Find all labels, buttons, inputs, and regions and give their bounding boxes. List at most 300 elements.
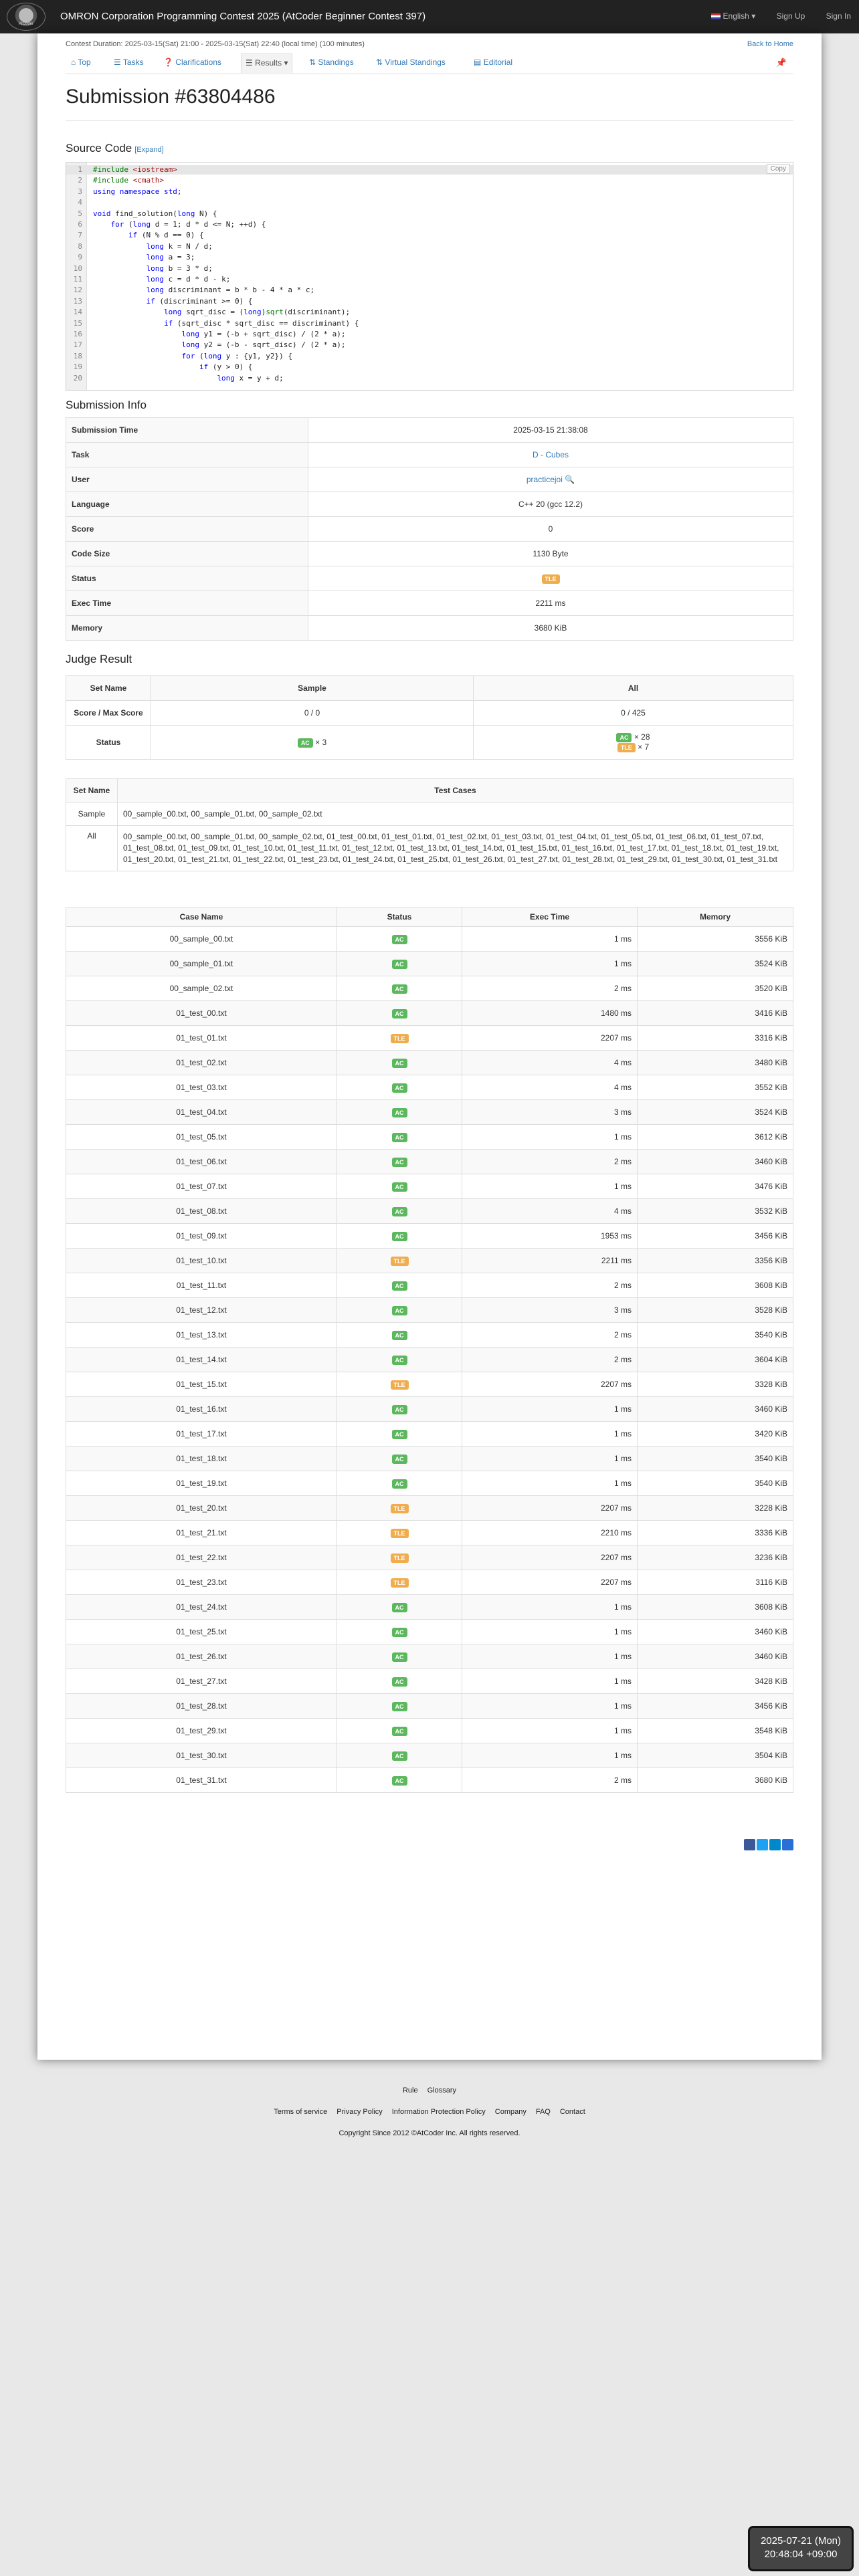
status-badge: TLE [391, 1504, 409, 1513]
case-exec-time: 1 ms [462, 1595, 638, 1620]
atcoder-logo[interactable] [7, 3, 45, 31]
case-status [337, 1545, 462, 1570]
score-row [66, 701, 793, 726]
tab-clarifications[interactable] [163, 58, 221, 67]
info-key: Code Size [66, 542, 308, 566]
all-set-row [66, 826, 793, 871]
tab-tasks-label: Tasks [122, 58, 144, 67]
case-memory: 3460 KiB [638, 1620, 793, 1644]
footer-link[interactable]: Contact [559, 2108, 585, 2116]
case-status [337, 1298, 462, 1323]
status-badge: AC [392, 1405, 407, 1414]
case-status [337, 1719, 462, 1743]
tab-top-label: Top [78, 58, 91, 67]
tab-editorial-label: Editorial [483, 58, 513, 67]
case-name: 01_test_24.txt [66, 1595, 337, 1620]
table-row [66, 1743, 793, 1768]
info-row [66, 542, 793, 566]
case-exec-time: 2211 ms [462, 1249, 638, 1273]
footer-links-secondary [0, 2108, 859, 2116]
case-memory: 3480 KiB [638, 1051, 793, 1075]
all-score: 0 / 425 [474, 701, 793, 726]
info-value: 3680 KiB [308, 616, 793, 641]
clock-time: 20:48:04 +09:00 [764, 2549, 838, 2560]
case-status [337, 1595, 462, 1620]
case-exec-time: 1 ms [462, 1669, 638, 1694]
info-value [308, 443, 793, 467]
case-status [337, 1644, 462, 1669]
clock-widget [748, 2526, 854, 2571]
case-name: 01_test_13.txt [66, 1323, 337, 1348]
table-row [66, 952, 793, 976]
code-text: long x = y + d; [217, 373, 284, 383]
case-exec-time: 2207 ms [462, 1372, 638, 1397]
line-number: 6 [78, 220, 82, 229]
case-memory: 3608 KiB [638, 1273, 793, 1298]
col-sample: Sample [151, 676, 474, 701]
tab-results[interactable]: ☰ Results ▾ [241, 53, 292, 73]
status-badge: TLE [391, 1529, 409, 1538]
table-row [66, 1323, 793, 1348]
case-memory: 3552 KiB [638, 1075, 793, 1100]
code-text: #include <iostream> [93, 165, 177, 174]
case-exec-time: 2 ms [462, 1273, 638, 1298]
case-name: 01_test_17.txt [66, 1422, 337, 1446]
case-memory: 3504 KiB [638, 1743, 793, 1768]
code-text: for (long d = 1; d * d <= N; ++d) { [110, 220, 266, 229]
sample-set-row [66, 802, 793, 826]
all-set-cases: 00_sample_00.txt, 00_sample_01.txt, 00_sample_02.txt, 01_test_00.txt, 01_test_01.txt, 01_test_02.txt, 01_test_03.txt, 01_test_04.txt, 01_test_05.txt, 01_test_06.txt, 01_test_07.txt, 01_test_08.txt, 01_test_09.txt, 01_test_10.txt, 01_test_11.txt, 01_test_12.txt, 01_test_13.txt, 01_test_14.txt, 01_test_15.txt, 01_test_16.txt, 01_test_17.txt, 01_test_18.txt, 01_test_19.txt, 01_test_20.txt, 01_test_21.txt, 01_test_22.txt, 01_test_23.txt, 01_test_24.txt, 01_test_25.txt, 01_test_26.txt, 01_test_27.txt, 01_test_28.txt, 01_test_29.txt, 01_test_30.txt, 01_test_31.txt [118, 826, 793, 871]
status-badge: AC [392, 960, 407, 969]
case-name: 01_test_26.txt [66, 1644, 337, 1669]
share-buttons [743, 1839, 793, 1852]
sample-set-name: Sample [66, 802, 118, 826]
case-memory: 3336 KiB [638, 1521, 793, 1545]
case-exec-time: 2207 ms [462, 1545, 638, 1570]
case-status [337, 1669, 462, 1694]
table-row [66, 1150, 793, 1174]
case-memory: 3524 KiB [638, 952, 793, 976]
footer-link[interactable]: Glossary [427, 2086, 457, 2095]
list-icon: ☰ [114, 58, 121, 67]
case-exec-time: 2207 ms [462, 1570, 638, 1595]
table-row [66, 1100, 793, 1125]
case-exec-time: 1 ms [462, 1446, 638, 1471]
col-exec-time: Exec Time [462, 907, 638, 927]
case-name: 01_test_00.txt [66, 1001, 337, 1026]
table-row [66, 976, 793, 1001]
table-row [66, 1273, 793, 1298]
line-number: 9 [78, 253, 82, 262]
case-status [337, 1323, 462, 1348]
code-text: long discriminant = b * b - 4 * a * c; [146, 286, 315, 295]
case-name: 01_test_28.txt [66, 1694, 337, 1719]
footer [0, 2086, 859, 2137]
case-status [337, 1620, 462, 1644]
copyright-text: Copyright Since 2012 ©AtCoder Inc. All rights reserved. [339, 2129, 520, 2137]
logo-text: AtCoder [18, 22, 33, 26]
case-memory: 3608 KiB [638, 1595, 793, 1620]
status-badge: AC [392, 1207, 407, 1216]
case-name: 01_test_31.txt [66, 1768, 337, 1793]
clock-date: 2025-07-21 (Mon) [760, 2535, 842, 2547]
case-memory: 3556 KiB [638, 927, 793, 952]
case-memory: 3540 KiB [638, 1323, 793, 1348]
info-value: 2025-03-15 21:38:08 [308, 418, 793, 443]
judge-result-heading: Judge Result [66, 653, 132, 665]
case-memory: 3524 KiB [638, 1100, 793, 1125]
status-badge: AC [392, 935, 407, 944]
case-status [337, 1100, 462, 1125]
case-exec-time: 1 ms [462, 1719, 638, 1743]
code-text: long c = d * d - k; [146, 275, 231, 284]
case-status [337, 1372, 462, 1397]
case-name: 01_test_05.txt [66, 1125, 337, 1150]
pushpin-icon[interactable]: 📌 [775, 58, 787, 68]
code-text: if (discriminant >= 0) { [146, 296, 253, 306]
facebook-icon[interactable] [744, 1839, 755, 1850]
code-text: long y1 = (-b + sqrt_disc) / (2 * a); [181, 330, 346, 338]
status-badge: TLE [391, 1034, 409, 1043]
share-plus-icon[interactable] [782, 1839, 793, 1850]
footer-links-primary [0, 2086, 859, 2095]
tab-editorial[interactable] [474, 58, 512, 67]
case-status [337, 1001, 462, 1026]
score-label: Score / Max Score [66, 701, 151, 726]
case-exec-time: 1 ms [462, 1422, 638, 1446]
table-row [66, 1372, 793, 1397]
book-icon: ▤ [474, 58, 482, 67]
footer-link[interactable]: Company [494, 2108, 527, 2116]
case-name: 01_test_27.txt [66, 1669, 337, 1694]
case-exec-time: 3 ms [462, 1100, 638, 1125]
table-row [66, 1174, 793, 1199]
status-badge: AC [392, 1751, 407, 1761]
code-text: long y2 = (-b - sqrt_disc) / (2 * a); [181, 340, 346, 350]
case-name: 01_test_11.txt [66, 1273, 337, 1298]
tab-clarifications-label: Clarifications [175, 58, 221, 67]
status-badge: AC [392, 1232, 407, 1241]
expand-link[interactable]: [Expand] [134, 146, 164, 154]
language-dropdown[interactable]: English ▾ [711, 11, 756, 21]
case-exec-time: 2 ms [462, 1150, 638, 1174]
case-memory: 3460 KiB [638, 1150, 793, 1174]
code-text: void find_solution(long N) { [93, 209, 217, 218]
status-badge: TLE [391, 1257, 409, 1266]
info-row [66, 418, 793, 443]
line-number: 20 [73, 373, 82, 383]
line-number: 11 [73, 275, 82, 284]
info-value [308, 566, 793, 591]
line-number: 18 [73, 351, 82, 360]
case-status [337, 1446, 462, 1471]
status-badge: AC [392, 984, 407, 994]
status-badge: AC [392, 1603, 407, 1612]
line-number: 13 [73, 296, 82, 306]
info-row [66, 467, 793, 492]
case-exec-time: 1 ms [462, 927, 638, 952]
page-title: Submission #63804486 [66, 86, 276, 108]
case-memory: 3116 KiB [638, 1570, 793, 1595]
line-number: 3 [78, 187, 82, 196]
case-memory: 3416 KiB [638, 1001, 793, 1026]
table-row [66, 1026, 793, 1051]
info-key: User [66, 467, 308, 492]
case-name: 01_test_06.txt [66, 1150, 337, 1174]
tab-results-label: Results [255, 58, 282, 68]
table-row [66, 1051, 793, 1075]
all-ac-count: × 28 [634, 732, 650, 742]
case-exec-time: 2207 ms [462, 1496, 638, 1521]
case-exec-time: 2 ms [462, 1768, 638, 1793]
sign-in-link[interactable]: Sign In [826, 11, 851, 21]
case-exec-time: 1 ms [462, 1644, 638, 1669]
line-number: 15 [73, 318, 82, 328]
table-row [66, 1471, 793, 1496]
case-status [337, 1174, 462, 1199]
table-row [66, 1397, 793, 1422]
footer-link[interactable]: Rule [402, 2086, 418, 2095]
code-line [66, 165, 793, 175]
info-value [308, 467, 793, 492]
case-name: 01_test_21.txt [66, 1521, 337, 1545]
case-exec-time: 1 ms [462, 1125, 638, 1150]
list-icon: ☰ [246, 58, 253, 68]
case-exec-time: 2210 ms [462, 1521, 638, 1545]
case-memory: 3604 KiB [638, 1348, 793, 1372]
all-set-name: All [66, 826, 118, 871]
status-badge: AC [392, 1776, 407, 1786]
footer-link[interactable]: Information Protection Policy [391, 2108, 486, 2116]
submission-info-table [66, 417, 793, 641]
table-row [66, 1545, 793, 1570]
status-badge: AC [392, 1133, 407, 1142]
case-exec-time: 4 ms [462, 1075, 638, 1100]
case-memory: 3328 KiB [638, 1372, 793, 1397]
status-badge: AC [392, 1331, 407, 1340]
case-exec-time: 1480 ms [462, 1001, 638, 1026]
case-memory: 3356 KiB [638, 1249, 793, 1273]
case-name: 01_test_15.txt [66, 1372, 337, 1397]
status-badge: AC [392, 1182, 407, 1192]
footer-link[interactable]: Terms of service [274, 2108, 328, 2116]
case-status [337, 1224, 462, 1249]
status-badge: AC [392, 1009, 407, 1018]
footer-link[interactable]: FAQ [535, 2108, 551, 2116]
info-value: 1130 Byte [308, 542, 793, 566]
contest-title-link[interactable]: OMRON Corporation Programming Contest 2025 (AtCoder Beginner Contest 397) [60, 11, 426, 22]
case-name: 00_sample_01.txt [66, 952, 337, 976]
search-icon[interactable]: 🔍 [562, 475, 575, 484]
table-row [66, 1768, 793, 1793]
status-badge: AC [392, 1455, 407, 1464]
status-badge: AC [392, 1281, 407, 1291]
tab-top[interactable] [71, 58, 91, 67]
table-row [66, 1075, 793, 1100]
case-memory: 3236 KiB [638, 1545, 793, 1570]
case-memory: 3612 KiB [638, 1125, 793, 1150]
table-row [66, 1348, 793, 1372]
case-exec-time: 1953 ms [462, 1224, 638, 1249]
case-exec-time: 2 ms [462, 976, 638, 1001]
status-badge: AC [392, 1059, 407, 1068]
table-row [66, 1496, 793, 1521]
case-name: 01_test_20.txt [66, 1496, 337, 1521]
info-value: C++ 20 (gcc 12.2) [308, 492, 793, 517]
case-name: 01_test_12.txt [66, 1298, 337, 1323]
ac-badge: AC [298, 738, 313, 748]
tab-tasks[interactable] [114, 58, 144, 67]
ac-badge: AC [616, 733, 632, 742]
sort-icon: ⇅ [376, 58, 383, 67]
case-status [337, 1150, 462, 1174]
case-status [337, 1768, 462, 1793]
col-set-name: Set Name [66, 779, 118, 802]
status-badge: AC [392, 1306, 407, 1315]
table-row [66, 1298, 793, 1323]
line-number: 17 [73, 340, 82, 350]
tab-standings[interactable] [309, 58, 354, 67]
case-memory: 3520 KiB [638, 976, 793, 1001]
col-set-name: Set Name [66, 676, 151, 701]
sample-ac-count: × 3 [315, 737, 327, 747]
line-number: 14 [73, 308, 82, 317]
col-test-cases: Test Cases [118, 779, 793, 802]
case-memory: 3476 KiB [638, 1174, 793, 1199]
case-status [337, 1496, 462, 1521]
task-link[interactable]: D - Cubes [532, 450, 569, 459]
case-name: 01_test_02.txt [66, 1051, 337, 1075]
line-number: 2 [78, 176, 82, 185]
case-status [337, 1249, 462, 1273]
code-text: using namespace std; [93, 187, 182, 196]
case-name: 01_test_03.txt [66, 1075, 337, 1100]
case-name: 00_sample_02.txt [66, 976, 337, 1001]
case-status [337, 976, 462, 1001]
status-badge: AC [392, 1702, 407, 1711]
info-key: Score [66, 517, 308, 542]
twitter-icon[interactable] [757, 1839, 768, 1850]
case-memory: 3548 KiB [638, 1719, 793, 1743]
table-row [66, 927, 793, 952]
status-badge: AC [392, 1677, 407, 1687]
source-code-heading [66, 142, 164, 155]
telegram-icon[interactable] [769, 1839, 781, 1850]
status-badge: AC [392, 1628, 407, 1637]
case-name: 01_test_14.txt [66, 1348, 337, 1372]
case-status [337, 927, 462, 952]
contest-duration: Contest Duration: 2025-03-15(Sat) 21:00 - 2025-03-15(Sat) 22:40 (local time) (100 minutes) [66, 40, 365, 48]
case-status [337, 1397, 462, 1422]
info-value: 0 [308, 517, 793, 542]
sign-up-link[interactable]: Sign Up [776, 11, 805, 21]
case-name: 01_test_09.txt [66, 1224, 337, 1249]
case-exec-time: 1 ms [462, 1620, 638, 1644]
case-status [337, 1199, 462, 1224]
case-status [337, 952, 462, 976]
code-text: long a = 3; [146, 253, 195, 262]
case-status [337, 1694, 462, 1719]
sets-header-row [66, 779, 793, 802]
all-tle-count: × 7 [638, 742, 650, 752]
judge-header-row [66, 676, 793, 701]
case-name: 01_test_22.txt [66, 1545, 337, 1570]
table-row [66, 1224, 793, 1249]
status-badge: TLE [542, 574, 560, 584]
tab-virtual-standings[interactable] [376, 58, 446, 67]
code-text: long b = 3 * d; [146, 263, 213, 273]
contest-tabs [66, 53, 793, 74]
line-number: 16 [73, 330, 82, 338]
line-number: 8 [78, 241, 82, 251]
case-exec-time: 2 ms [462, 1323, 638, 1348]
case-exec-time: 1 ms [462, 1174, 638, 1199]
user-link[interactable]: practicejoi [526, 475, 563, 484]
copy-button[interactable]: Copy [767, 164, 790, 174]
back-to-home-link[interactable]: Back to Home [747, 40, 793, 48]
tab-standings-label: Standings [318, 58, 354, 67]
case-status [337, 1026, 462, 1051]
table-row [66, 1669, 793, 1694]
info-key: Language [66, 492, 308, 517]
case-exec-time: 4 ms [462, 1051, 638, 1075]
source-code-box[interactable] [66, 162, 793, 391]
case-exec-time: 3 ms [462, 1298, 638, 1323]
table-row [66, 1125, 793, 1150]
case-name: 01_test_01.txt [66, 1026, 337, 1051]
col-status: Status [337, 907, 462, 927]
case-memory: 3228 KiB [638, 1496, 793, 1521]
case-exec-time: 1 ms [462, 1743, 638, 1768]
navbar-right [692, 11, 851, 21]
status-badge: AC [392, 1083, 407, 1093]
info-key: Memory [66, 616, 308, 641]
line-number: 19 [73, 362, 82, 372]
case-status [337, 1348, 462, 1372]
case-memory: 3532 KiB [638, 1199, 793, 1224]
code-text: long sqrt_disc = (long)sqrt(discriminant); [163, 308, 351, 317]
code-text: long k = N / d; [146, 241, 213, 251]
status-badge: AC [392, 1356, 407, 1365]
status-label: Status [66, 726, 151, 760]
case-status [337, 1273, 462, 1298]
info-value: 2211 ms [308, 591, 793, 616]
table-row [66, 1694, 793, 1719]
table-row [66, 1521, 793, 1545]
footer-link[interactable]: Privacy Policy [337, 2108, 383, 2116]
status-badge: TLE [391, 1578, 409, 1588]
case-memory: 3428 KiB [638, 1669, 793, 1694]
case-name: 01_test_16.txt [66, 1397, 337, 1422]
case-status [337, 1521, 462, 1545]
top-navbar [0, 0, 859, 33]
status-badge: TLE [391, 1553, 409, 1563]
info-row [66, 591, 793, 616]
info-row [66, 492, 793, 517]
submission-info-heading: Submission Info [66, 399, 147, 411]
case-status [337, 1075, 462, 1100]
line-number: 12 [73, 286, 82, 295]
sample-score: 0 / 0 [151, 701, 474, 726]
code-text: #include <cmath> [93, 176, 164, 185]
col-memory: Memory [638, 907, 793, 927]
case-memory: 3456 KiB [638, 1224, 793, 1249]
table-row [66, 1446, 793, 1471]
info-row [66, 443, 793, 467]
tle-badge: TLE [617, 743, 636, 752]
case-memory: 3460 KiB [638, 1397, 793, 1422]
case-name: 01_test_10.txt [66, 1249, 337, 1273]
